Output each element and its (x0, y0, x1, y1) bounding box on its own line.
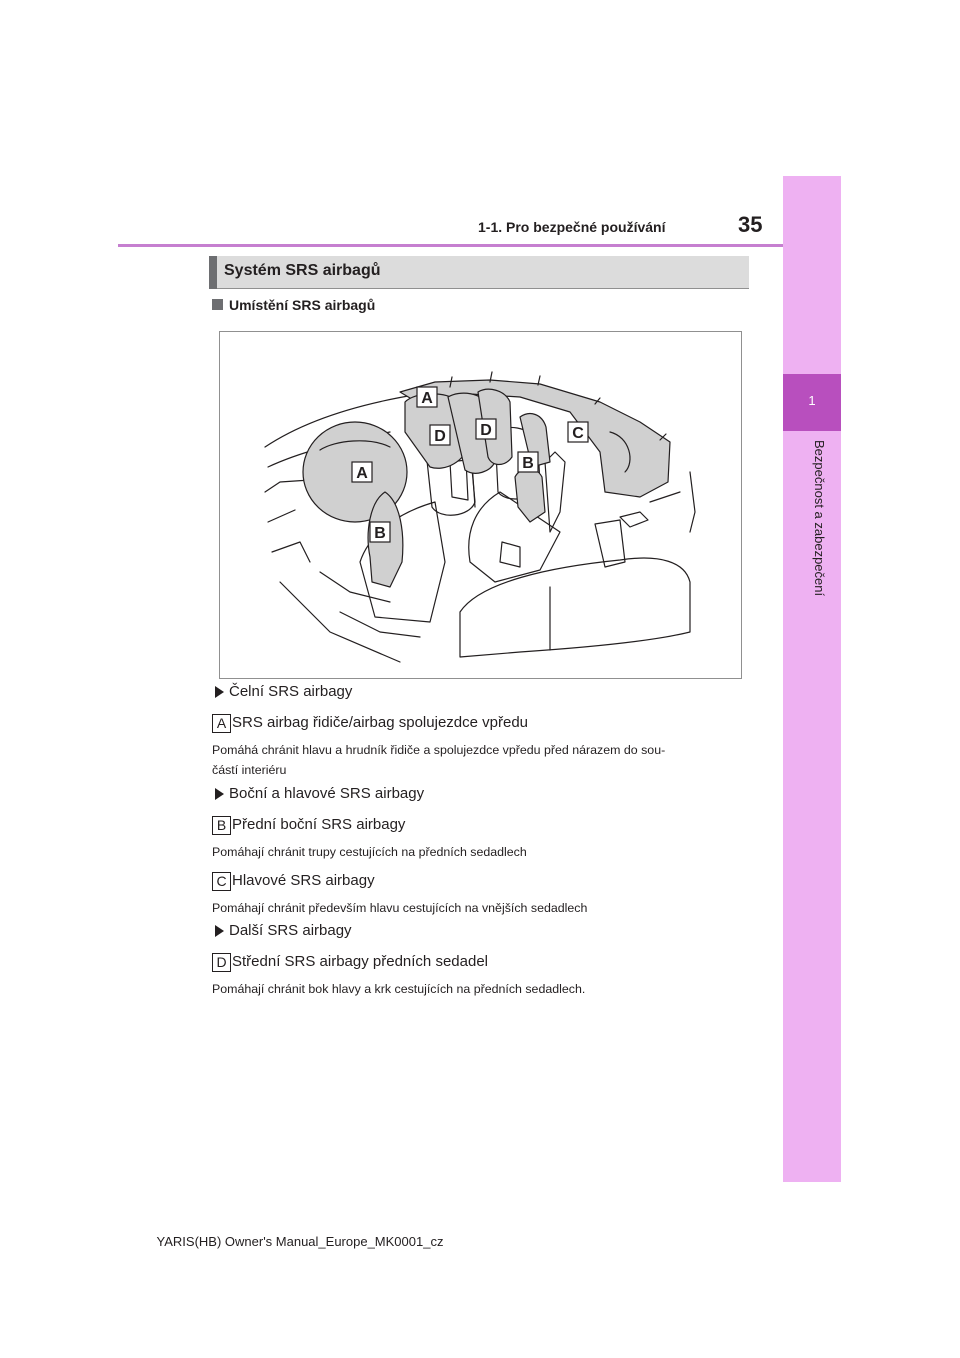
section-title: 1-1. Pro bezpečné používání (478, 219, 666, 235)
item-title-a: SRS airbag řidiče/airbag spolujezdce vpředu (232, 714, 529, 731)
item-desc-d: Pomáhají chránit bok hlavy a krk cestujících na předních sedadlech. (212, 982, 586, 996)
svg-text:C: C (572, 425, 584, 442)
svg-text:D: D (434, 428, 446, 445)
subheading: Umístění SRS airbagů (229, 297, 376, 313)
item-desc-a: Pomáhá chránit hlavu a hrudník řidiče a spolujezdce vpředu před nárazem do sou- částí interiéru (212, 743, 666, 777)
letter-box-a: A (212, 714, 231, 733)
category-other: Další SRS airbagy (229, 922, 352, 939)
triangle-bullet-icon (215, 686, 224, 698)
figure-label-d-2 (476, 419, 496, 439)
svg-text:D: D (480, 422, 492, 439)
figure-label-b-right (518, 452, 538, 472)
letter-box-c: C (212, 872, 231, 891)
triangle-bullet-icon (215, 788, 224, 800)
section-heading: Systém SRS airbagů (224, 262, 381, 279)
item-desc-b: Pomáhají chránit trupy cestujících na předních sedadlech (212, 845, 527, 859)
square-bullet-icon (212, 299, 223, 310)
header-rule (118, 244, 783, 247)
footer: YARIS(HB) Owner's Manual_Europe_MK0001_cz (156, 1234, 444, 1249)
svg-text:A: A (421, 390, 433, 407)
chapter-number: 1 (808, 393, 816, 408)
item-desc-c: Pomáhají chránit především hlavu cestujících na vnějších sedadlech (212, 901, 588, 915)
page-number: 35 (738, 212, 763, 237)
figure-label-d-1 (430, 425, 450, 445)
chapter-title: Bezpečnost a zabezpečení (812, 440, 827, 597)
svg-text:A: A (356, 465, 368, 482)
category-side: Boční a hlavové SRS airbagy (229, 785, 425, 802)
figure-label-a-left (352, 462, 372, 482)
figure-label-a-top (417, 387, 437, 407)
side-tab (783, 176, 841, 1182)
category-front: Čelní SRS airbagy (229, 683, 353, 700)
letter-box-d: D (212, 953, 231, 972)
figure-label-c (568, 422, 588, 442)
car-interior-illustration (220, 332, 741, 678)
svg-text:B: B (374, 525, 386, 542)
item-title-d: Střední SRS airbagy předních sedadel (232, 953, 488, 970)
item-title-b: Přední boční SRS airbagy (232, 816, 406, 833)
triangle-bullet-icon (215, 925, 224, 937)
svg-text:B: B (522, 455, 534, 472)
title-accent (209, 256, 217, 289)
item-title-c: Hlavové SRS airbagy (232, 872, 375, 889)
letter-box-b: B (212, 816, 231, 835)
airbag-location-figure (219, 331, 742, 679)
figure-label-b-left (370, 522, 390, 542)
